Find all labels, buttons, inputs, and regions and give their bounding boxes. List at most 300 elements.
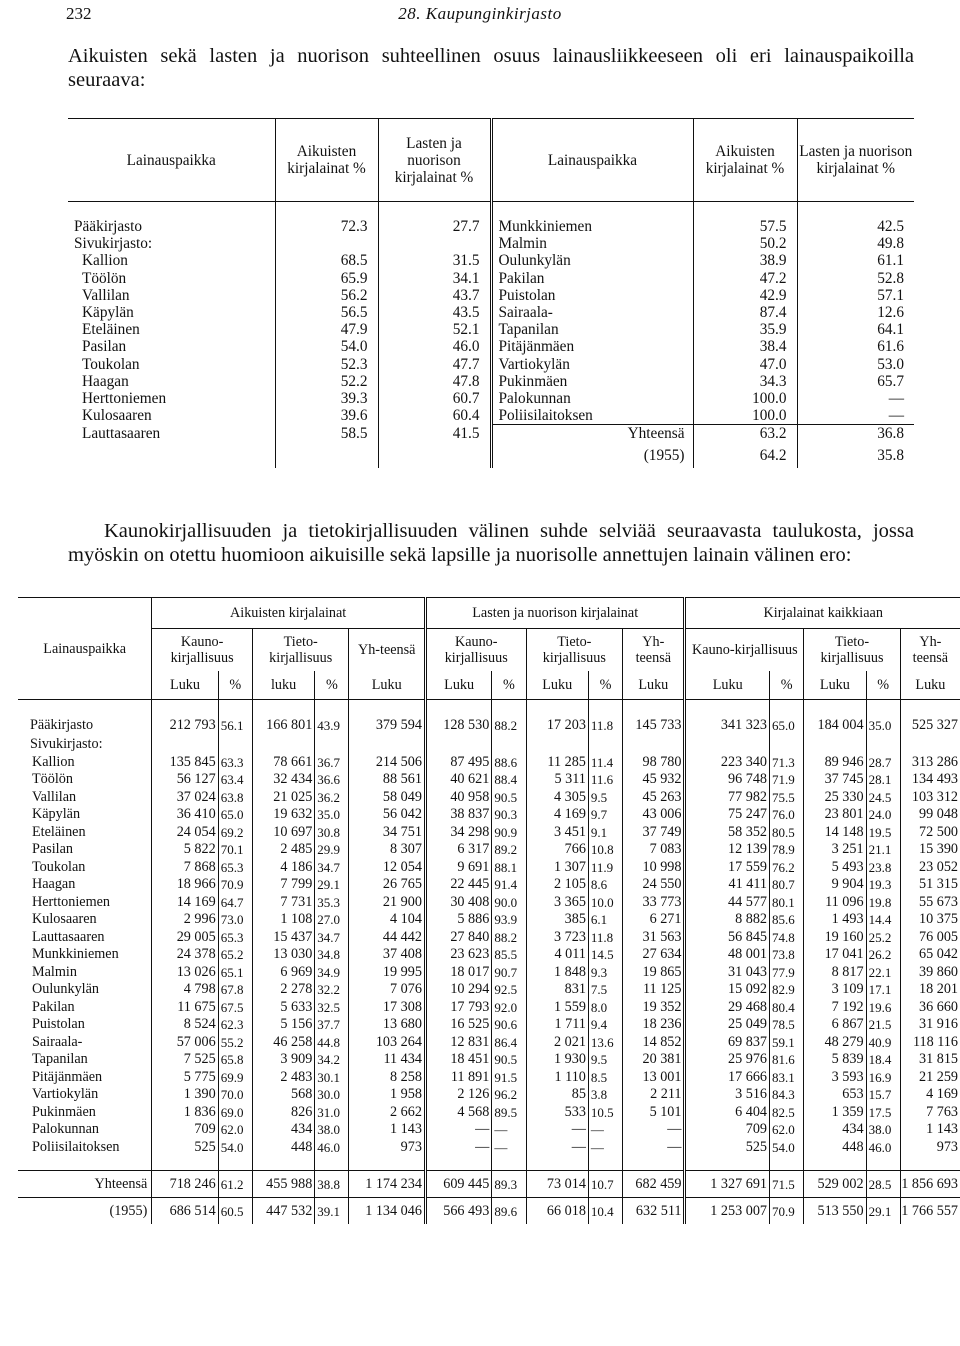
- header-adult: Aikuisten kirjalainat %: [275, 119, 378, 202]
- percent-cell: 73.8: [770, 946, 804, 964]
- percent-cell: 77.9: [770, 964, 804, 982]
- percent-cell: 7.5: [588, 981, 622, 999]
- count-cell: 98 780: [623, 754, 685, 772]
- percent-cell: 70.1: [218, 841, 252, 859]
- count-cell: 568: [252, 1086, 314, 1104]
- place-name: Pääkirjasto: [18, 714, 152, 736]
- count-cell: 3 909: [252, 1051, 314, 1069]
- place-name: Sairaala-: [18, 1034, 152, 1052]
- genre-table-row: [18, 911, 960, 929]
- count-cell: 65 042: [918, 946, 958, 963]
- share-table-row: [68, 356, 914, 373]
- count-cell: 434: [252, 1121, 314, 1139]
- percent-cell: 60.5: [218, 1198, 252, 1225]
- youth-percent: 60.4: [378, 407, 491, 425]
- share-table-row: [68, 252, 914, 269]
- count-cell: —: [623, 1139, 685, 1157]
- percent-cell: 29.1: [315, 876, 349, 894]
- count-cell: 7 799: [252, 876, 314, 894]
- count-cell: 11 096: [804, 894, 866, 912]
- adult-percent: 54.0: [275, 338, 378, 355]
- percent-cell: 63.3: [218, 754, 252, 772]
- youth-percent: 12.6: [877, 304, 904, 322]
- count-cell: 24 550: [623, 876, 685, 894]
- percent-cell: 10.0: [588, 894, 622, 912]
- percent-cell: 70.9: [770, 1198, 804, 1225]
- spacer-cell: [349, 700, 425, 715]
- percent-cell: 89.2: [492, 841, 526, 859]
- count-cell: 1 493: [804, 911, 866, 929]
- adult-percent: 57.5: [693, 218, 797, 235]
- percent-cell: 82.9: [770, 981, 804, 999]
- place-name: (1955): [18, 1198, 152, 1225]
- count-cell: 27 634: [623, 946, 685, 964]
- genre-table-prev-row: [18, 1198, 960, 1225]
- percent-cell: 28.1: [866, 771, 900, 789]
- place-name: Lauttasaaren: [68, 425, 275, 443]
- percent-cell: 36.6: [315, 771, 349, 789]
- youth-percent: 61.1: [877, 252, 904, 270]
- adult-percent: 47.2: [693, 270, 797, 287]
- percent-cell: 36.2: [315, 789, 349, 807]
- percent-cell: [315, 736, 349, 754]
- count-cell: [349, 736, 425, 754]
- place-name: Kulosaaren: [68, 407, 275, 425]
- percent-cell: 78.5: [770, 1016, 804, 1034]
- genre-table: [18, 597, 960, 1224]
- youth-percent: 52.8: [877, 269, 904, 287]
- place-name: Palokunnan: [18, 1121, 152, 1139]
- percent-cell: 8.0: [588, 999, 622, 1017]
- count-cell: 32 434: [252, 771, 314, 789]
- unit-label: Luku: [152, 671, 218, 700]
- count-cell: 37 408: [349, 946, 425, 964]
- count-cell: 103 264: [349, 1034, 425, 1052]
- place-name: Haagan: [18, 876, 152, 894]
- count-cell: 87 495: [425, 754, 491, 772]
- adult-percent: 72.3: [275, 218, 378, 235]
- subheader: Tieto-kirjallisuus: [526, 629, 623, 672]
- count-cell: 103 312: [911, 788, 958, 805]
- count-cell: 718 246: [152, 1171, 218, 1198]
- percent-cell: 88.1: [492, 859, 526, 877]
- count-cell: 973: [936, 1138, 958, 1155]
- count-cell: 7 192: [804, 999, 866, 1017]
- unit-label: %: [866, 671, 900, 700]
- count-cell: 5 839: [804, 1051, 866, 1069]
- percent-cell: 39.1: [315, 1198, 349, 1225]
- count-cell: [804, 736, 866, 754]
- genre-table-row: [18, 1086, 960, 1104]
- count-cell: 18 451: [425, 1051, 491, 1069]
- count-cell: 21 025: [252, 789, 314, 807]
- unit-label: %: [492, 671, 526, 700]
- count-cell: 31 043: [685, 964, 770, 982]
- place-name: Pukinmäen: [18, 1104, 152, 1122]
- count-cell: 447 532: [252, 1198, 314, 1225]
- empty-cell: [275, 442, 378, 468]
- percent-cell: 19.6: [866, 999, 900, 1017]
- percent-cell: 89.5: [492, 1104, 526, 1122]
- youth-percent: 42.5: [877, 218, 904, 236]
- percent-cell: 36.7: [315, 754, 349, 772]
- place-name: Sairaala-: [491, 304, 693, 321]
- count-cell: 3 109: [804, 981, 866, 999]
- genre-table-row: [18, 754, 960, 772]
- place-name: Malmin: [491, 235, 693, 252]
- percent-cell: 80.4: [770, 999, 804, 1017]
- spacer-cell: [588, 700, 622, 715]
- count-cell: 3 451: [526, 824, 588, 842]
- percent-cell: 89.3: [492, 1171, 526, 1198]
- percent-cell: 65.0: [218, 806, 252, 824]
- count-cell: 72 500: [918, 823, 958, 840]
- count-cell: 455 988: [252, 1171, 314, 1198]
- count-cell: 7 083: [623, 841, 685, 859]
- share-table-row: [68, 373, 914, 390]
- spacer-cell: [218, 1156, 252, 1171]
- count-cell: 7 731: [252, 894, 314, 912]
- spacer-row: [68, 202, 914, 219]
- adult-percent: 68.5: [275, 252, 378, 269]
- count-cell: 55 673: [918, 893, 958, 910]
- percent-cell: 69.2: [218, 824, 252, 842]
- genre-table-row: [18, 929, 960, 947]
- empty-cell: [378, 442, 491, 468]
- prev-adult: 64.2: [693, 442, 797, 468]
- adult-percent: 100.0: [693, 407, 797, 425]
- count-cell: 10 294: [425, 981, 491, 999]
- count-cell: 1 307: [526, 859, 588, 877]
- percent-cell: 13.6: [588, 1034, 622, 1052]
- spacer-cell: [866, 1156, 900, 1171]
- count-cell: 1 711: [526, 1016, 588, 1034]
- youth-percent: 27.7: [378, 218, 491, 235]
- percent-cell: 30.1: [315, 1069, 349, 1087]
- count-cell: 118 116: [912, 1033, 958, 1050]
- count-cell: 632 511: [623, 1198, 685, 1225]
- count-cell: 41 411: [685, 876, 770, 894]
- spacer-cell: [275, 202, 378, 219]
- adult-percent: 39.3: [275, 390, 378, 407]
- genre-table-row: [18, 964, 960, 982]
- count-cell: 1 766 557: [900, 1198, 960, 1225]
- percent-cell: 11.8: [588, 929, 622, 947]
- place-name: Pitäjänmäen: [18, 1069, 152, 1087]
- percent-cell: 92.0: [492, 999, 526, 1017]
- percent-cell: 30.8: [315, 824, 349, 842]
- count-cell: [425, 736, 491, 754]
- percent-cell: 54.0: [218, 1139, 252, 1157]
- percent-cell: 10.7: [588, 1171, 622, 1198]
- count-cell: 2 126: [425, 1086, 491, 1104]
- percent-cell: 80.1: [770, 894, 804, 912]
- percent-cell: 21.5: [866, 1016, 900, 1034]
- place-name: Toukolan: [68, 356, 275, 373]
- percent-cell: 32.2: [315, 981, 349, 999]
- count-cell: 45 263: [623, 789, 685, 807]
- count-cell: 10 998: [623, 859, 685, 877]
- count-cell: 533: [526, 1104, 588, 1122]
- youth-percent: 52.1: [378, 321, 491, 338]
- youth-percent: 47.7: [378, 356, 491, 373]
- adult-percent: 87.4: [693, 304, 797, 321]
- percent-cell: 11.6: [588, 771, 622, 789]
- adult-percent: 38.9: [693, 252, 797, 269]
- spacer-cell: [588, 1156, 622, 1171]
- percent-cell: —: [588, 1139, 622, 1157]
- count-cell: —: [526, 1121, 588, 1139]
- percent-cell: 65.1: [218, 964, 252, 982]
- count-cell: 1 836: [152, 1104, 218, 1122]
- percent-cell: 17.5: [866, 1104, 900, 1122]
- genre-table-row: [18, 981, 960, 999]
- place-name: Käpylän: [68, 304, 275, 321]
- unit-label: Luku: [349, 671, 425, 700]
- count-cell: 682 459: [623, 1171, 685, 1198]
- unit-row: [18, 671, 960, 700]
- count-cell: 2 483: [252, 1069, 314, 1087]
- youth-percent: 49.8: [877, 235, 904, 253]
- youth-percent: 41.5: [378, 425, 491, 443]
- count-cell: 19 160: [804, 929, 866, 947]
- percent-cell: 44.8: [315, 1034, 349, 1052]
- count-cell: 19 865: [623, 964, 685, 982]
- count-cell: 99 048: [918, 806, 958, 823]
- place-name: Pakilan: [18, 999, 152, 1017]
- percent-cell: 91.5: [492, 1069, 526, 1087]
- genre-table-row: [18, 841, 960, 859]
- count-cell: 56 845: [685, 929, 770, 947]
- percent-cell: 9.5: [588, 789, 622, 807]
- place-name: Pitäjänmäen: [491, 338, 693, 355]
- spacer-cell: [492, 1156, 526, 1171]
- count-cell: [685, 736, 770, 754]
- youth-percent: —: [888, 407, 904, 425]
- count-cell: —: [623, 1121, 685, 1139]
- percent-cell: 69.0: [218, 1104, 252, 1122]
- place-name: Haagan: [68, 373, 275, 390]
- unit-label: Luku: [685, 671, 770, 700]
- percent-cell: 61.2: [218, 1171, 252, 1198]
- place-name: Töölön: [18, 771, 152, 789]
- count-cell: 2 278: [252, 981, 314, 999]
- count-cell: 96 748: [685, 771, 770, 789]
- place-name: Pukinmäen: [491, 373, 693, 390]
- count-cell: 1 134 046: [349, 1198, 425, 1225]
- count-cell: 4 169: [526, 806, 588, 824]
- percent-cell: 34.2: [315, 1051, 349, 1069]
- place-name: Tapanilan: [18, 1051, 152, 1069]
- percent-cell: 35.0: [315, 806, 349, 824]
- count-cell: 1 856 693: [900, 1171, 960, 1198]
- percent-cell: 65.8: [218, 1051, 252, 1069]
- percent-cell: 71.5: [770, 1171, 804, 1198]
- percent-cell: 30.0: [315, 1086, 349, 1104]
- count-cell: 23 623: [425, 946, 491, 964]
- adult-percent: 65.9: [275, 270, 378, 287]
- spacer-cell: [378, 202, 491, 219]
- percent-cell: 65.3: [218, 929, 252, 947]
- unit-label: luku: [252, 671, 314, 700]
- count-cell: 1 327 691: [685, 1171, 770, 1198]
- percent-cell: 26.2: [866, 946, 900, 964]
- spacer-cell: [18, 1156, 152, 1171]
- percent-cell: 15.7: [866, 1086, 900, 1104]
- count-cell: 3 723: [526, 929, 588, 947]
- adult-percent: 58.5: [275, 425, 378, 443]
- youth-percent: —: [888, 389, 904, 407]
- spacer-cell: [68, 202, 275, 219]
- count-cell: 9 691: [425, 859, 491, 877]
- group-header: Lasten ja nuorison kirjalainat: [425, 598, 685, 629]
- count-cell: 8 817: [804, 964, 866, 982]
- place-name: Lauttasaaren: [18, 929, 152, 947]
- place-name: Töölön: [68, 270, 275, 287]
- percent-cell: 70.0: [218, 1086, 252, 1104]
- adult-percent: 35.9: [693, 321, 797, 338]
- count-cell: 11 434: [349, 1051, 425, 1069]
- percent-cell: 85.5: [492, 946, 526, 964]
- percent-cell: 14.4: [866, 911, 900, 929]
- share-table: [68, 118, 914, 468]
- count-cell: 77 982: [685, 789, 770, 807]
- share-table-row: [68, 321, 914, 338]
- count-cell: 12 139: [685, 841, 770, 859]
- count-cell: 85: [526, 1086, 588, 1104]
- spacer-cell: [526, 1156, 588, 1171]
- count-cell: 709: [152, 1121, 218, 1139]
- percent-cell: 8.5: [588, 1069, 622, 1087]
- count-cell: 3 593: [804, 1069, 866, 1087]
- header-place: Lainauspaikka: [68, 119, 275, 202]
- percent-cell: 14.5: [588, 946, 622, 964]
- count-cell: 566 493: [425, 1198, 491, 1225]
- count-cell: 1 110: [526, 1069, 588, 1087]
- count-cell: 135 845: [152, 754, 218, 772]
- percent-cell: 69.9: [218, 1069, 252, 1087]
- genre-table-row: [18, 806, 960, 824]
- subheader: Yh-teensä: [912, 634, 949, 666]
- count-cell: 128 530: [425, 714, 491, 736]
- place-name: Vallilan: [18, 789, 152, 807]
- count-cell: 19 632: [252, 806, 314, 824]
- percent-cell: 9.4: [588, 1016, 622, 1034]
- place-name: Eteläinen: [68, 321, 275, 338]
- count-cell: 18 966: [152, 876, 218, 894]
- total-adult: 63.2: [693, 425, 797, 443]
- share-table-row: [68, 218, 914, 235]
- spacer-cell: [315, 700, 349, 715]
- spacer-cell: [685, 700, 770, 715]
- count-cell: 15 092: [685, 981, 770, 999]
- count-cell: 2 211: [623, 1086, 685, 1104]
- unit-label: Luku: [900, 671, 960, 700]
- share-table-row: [68, 407, 914, 425]
- count-cell: 1 359: [804, 1104, 866, 1122]
- percent-cell: [218, 736, 252, 754]
- percent-cell: 37.7: [315, 1016, 349, 1034]
- count-cell: 11 125: [623, 981, 685, 999]
- count-cell: 341 323: [685, 714, 770, 736]
- percent-cell: 90.3: [492, 806, 526, 824]
- count-cell: 145 733: [623, 714, 685, 736]
- count-cell: 5 101: [623, 1104, 685, 1122]
- adult-percent: 47.9: [275, 321, 378, 338]
- count-cell: 17 666: [685, 1069, 770, 1087]
- count-cell: 2 105: [526, 876, 588, 894]
- count-cell: 223 340: [685, 754, 770, 772]
- count-cell: 1 174 234: [349, 1171, 425, 1198]
- percent-cell: 88.2: [492, 929, 526, 947]
- count-cell: 5 493: [804, 859, 866, 877]
- count-cell: 831: [526, 981, 588, 999]
- count-cell: 24 054: [152, 824, 218, 842]
- count-cell: 24 378: [152, 946, 218, 964]
- percent-cell: [588, 736, 622, 754]
- percent-cell: 74.8: [770, 929, 804, 947]
- percent-cell: [866, 736, 900, 754]
- count-cell: 44 577: [685, 894, 770, 912]
- count-cell: 4 798: [152, 981, 218, 999]
- spacer-cell: [315, 1156, 349, 1171]
- count-cell: 313 286: [911, 753, 958, 770]
- percent-cell: 8.6: [588, 876, 622, 894]
- count-cell: 17 559: [685, 859, 770, 877]
- count-cell: 5 822: [152, 841, 218, 859]
- spacer-cell: [770, 700, 804, 715]
- spacer-cell: [349, 1156, 425, 1171]
- spacer-cell: [152, 700, 218, 715]
- count-cell: 14 852: [623, 1034, 685, 1052]
- place-name: Pääkirjasto: [68, 218, 275, 235]
- count-cell: 513 550: [804, 1198, 866, 1225]
- share-table-prev-row: [68, 442, 914, 468]
- percent-cell: 56.1: [218, 714, 252, 736]
- youth-percent: [378, 235, 491, 252]
- count-cell: 525 327: [911, 716, 958, 733]
- subheader-row: [18, 629, 960, 672]
- percent-cell: 64.7: [218, 894, 252, 912]
- count-cell: 18 017: [425, 964, 491, 982]
- percent-cell: 71.3: [770, 754, 804, 772]
- count-cell: 16 525: [425, 1016, 491, 1034]
- share-table-row: [68, 235, 914, 252]
- count-cell: [900, 736, 960, 754]
- adult-percent: 42.9: [693, 287, 797, 304]
- percent-cell: 62.0: [770, 1121, 804, 1139]
- count-cell: 31 916: [918, 1016, 958, 1033]
- genre-table-row: [18, 1051, 960, 1069]
- prev-youth: 35.8: [877, 446, 904, 464]
- count-cell: 58 352: [685, 824, 770, 842]
- unit-label: Luku: [425, 671, 491, 700]
- percent-cell: 86.4: [492, 1034, 526, 1052]
- subheader: Kauno-kirjallisuus: [685, 629, 804, 672]
- spacer-cell: [18, 700, 152, 715]
- count-cell: 6 867: [804, 1016, 866, 1034]
- place-name: Pakilan: [491, 270, 693, 287]
- percent-cell: 90.6: [492, 1016, 526, 1034]
- count-cell: 36 410: [152, 806, 218, 824]
- count-cell: [252, 736, 314, 754]
- youth-percent: 53.0: [877, 355, 904, 373]
- count-cell: [152, 736, 218, 754]
- adult-percent: 38.4: [693, 338, 797, 355]
- count-cell: 134 493: [911, 771, 958, 788]
- count-cell: 2 662: [349, 1104, 425, 1122]
- count-cell: 1 930: [526, 1051, 588, 1069]
